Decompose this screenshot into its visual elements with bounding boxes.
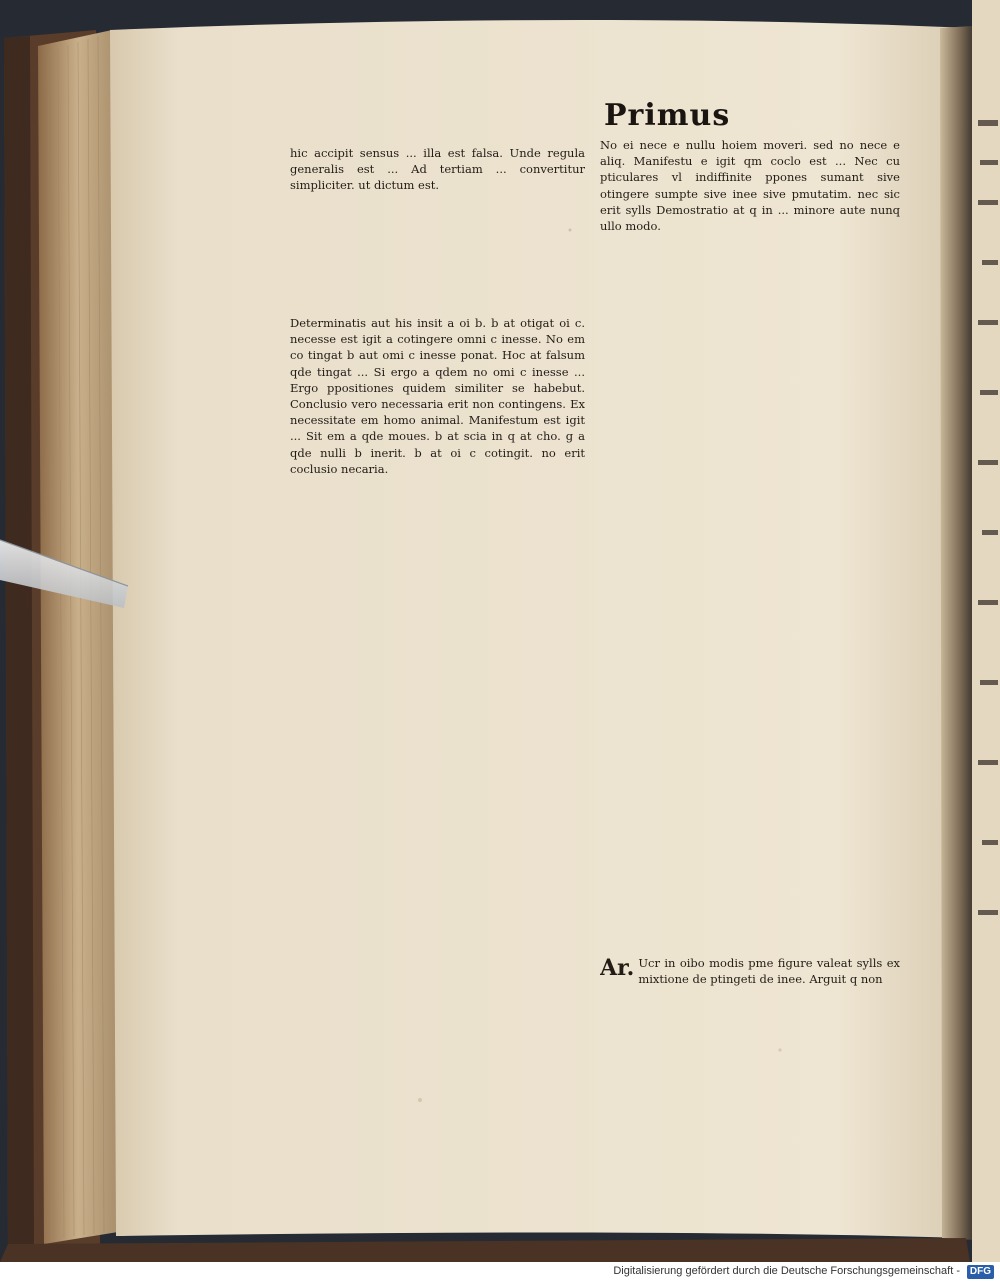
paragraph-text: No ei nece e nullu hoiem moveri. sed no nece e aliq. Manifestu e igit qm coclo est ... Nec cu pticulares vl indiffinite ppones sumant sive otingere sumpte sive inee sive pmutatim. nec sic erit sylls Demostratio at q in ... minore aute nunq ullo modo. — [600, 138, 900, 234]
paragraph-text: Ucr in oibo modis pme figure valeat sylls ex mixtione de ptingeti de inee. Arguit q non — [638, 956, 900, 987]
page-header: Primus — [604, 98, 731, 133]
footer-credit: Digitalisierung gefördert durch die Deutsche Forschungsgemeinschaft - — [613, 1265, 960, 1277]
dfg-logo-icon: DFG — [967, 1265, 994, 1279]
gutter — [940, 26, 974, 1240]
paragraph-text: Determinatis aut his insit a oi b. b at otigat oi c. necesse est igit a cotingere omni c inesse. No em co tingat b aut omi c inesse ponat. Hoc at falsum qde tingat ... Si ergo a qdem no omi c inesse ... Ergo ppositiones quidem similiter se habebut. Conclusio vero necessaria erit non contingens. Ex necessitate em homo animal. Manifestum est igit ... Sit em a qde moues. b at scia in q at cho. g a qde nulli b inerit. b at oi c cotingit. no erit coclusio necaria. — [290, 316, 585, 476]
digitization-footer — [0, 1262, 1000, 1282]
page-edges — [38, 30, 118, 1244]
book-page — [110, 20, 968, 1238]
facing-page — [972, 0, 1000, 1262]
section-initial: Ar. — [600, 955, 635, 981]
paragraph-text: hic accipit sensus ... illa est falsa. Unde regula generalis est ... Ad tertiam ... convertitur simpliciter. ut dictum est. — [290, 146, 585, 193]
